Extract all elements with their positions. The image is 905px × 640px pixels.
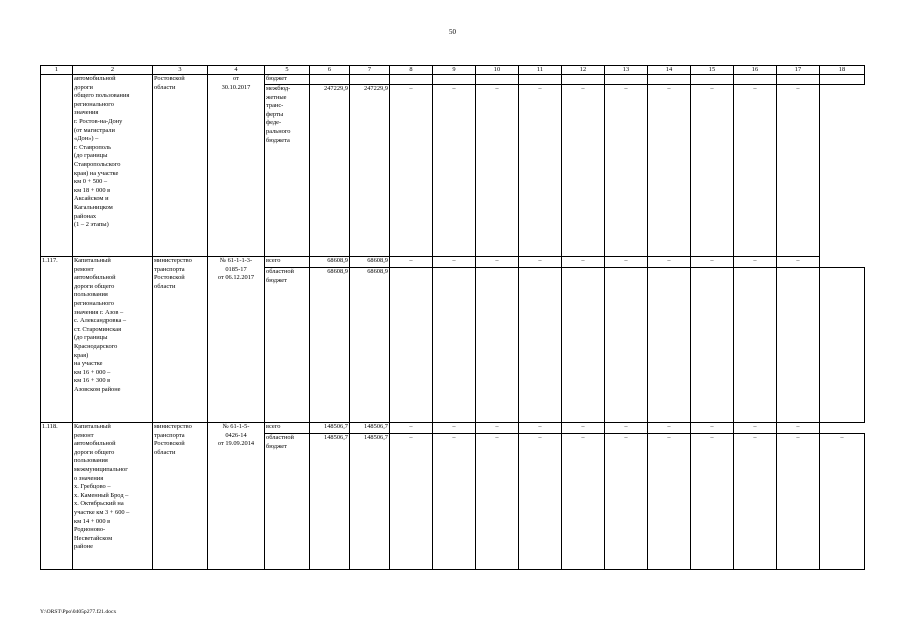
column-number: 3 (153, 66, 208, 75)
dash-cell: – (562, 423, 605, 434)
dash-cell: – (691, 257, 734, 268)
column-number: 13 (605, 66, 648, 75)
dash-cell: – (605, 434, 648, 570)
document-ref: № 61-1-1-3- 0185-17 от 06.12.2017 (208, 257, 265, 423)
object-name: Капитальный ремонт автомобильной дороги общего пользования регионального значения г. Азов – с. Александровка – ст. Староминская (до границы Краснодарского края) на участке км 16 + 000 – км 16 + 300 в Азовском районе (73, 257, 153, 423)
funding-source: всего (265, 257, 310, 268)
dash-cell: – (390, 423, 433, 434)
row-number: 1.117. (41, 257, 73, 423)
table-row (41, 423, 865, 434)
dash-cell: – (433, 257, 476, 268)
value-col6: 148506,7 (310, 423, 350, 434)
column-number: 16 (734, 66, 777, 75)
dash-cell: – (648, 257, 691, 268)
dash-cell: – (476, 85, 519, 257)
value-col7: 148506,7 (350, 434, 390, 570)
dash-cell: – (734, 423, 777, 434)
dash-cell: – (390, 434, 433, 570)
value-col6: 68608,9 (310, 268, 350, 423)
table-row (41, 257, 865, 268)
column-number: 7 (350, 66, 390, 75)
funding-source: областной бюджет (265, 268, 310, 423)
dash-cell: – (820, 434, 865, 570)
column-number: 5 (265, 66, 310, 75)
dash-cell: – (476, 434, 519, 570)
value-col6: 247229,9 (310, 85, 350, 257)
column-number-row (41, 66, 865, 75)
funding-source: областной бюджет (265, 434, 310, 570)
customer-org: Ростовской области (153, 75, 208, 257)
dash-cell: – (476, 257, 519, 268)
dash-cell: – (648, 423, 691, 434)
dash-cell: – (562, 85, 605, 257)
dash-cell: – (777, 434, 820, 570)
dash-cell: – (734, 434, 777, 570)
program-table (40, 65, 865, 570)
dash-cell: – (691, 423, 734, 434)
value-col7: 247229,9 (350, 85, 390, 257)
funding-source: межбюд- жетные транс- ферты феде- рального бюджета (265, 85, 310, 257)
dash-cell: – (519, 423, 562, 434)
value-col7: 68608,9 (350, 268, 390, 423)
file-path-footer: Y:\ORST\Ppo\0405p277.f21.docx (40, 609, 117, 615)
document-ref: от 30.10.2017 (208, 75, 265, 257)
dash-cell: – (777, 423, 820, 434)
dash-cell: – (734, 257, 777, 268)
column-number: 11 (519, 66, 562, 75)
customer-org: министерство транспорта Ростовской области (153, 423, 208, 570)
dash-cell: – (433, 85, 476, 257)
dash-cell: – (476, 423, 519, 434)
column-number: 14 (648, 66, 691, 75)
column-number: 17 (777, 66, 820, 75)
column-number: 8 (390, 66, 433, 75)
value-col6: 68608,9 (310, 257, 350, 268)
dash-cell: – (648, 85, 691, 257)
dash-cell: – (605, 257, 648, 268)
dash-cell: – (691, 434, 734, 570)
column-number: 9 (433, 66, 476, 75)
dash-cell: – (562, 257, 605, 268)
object-name: автомобильной дороги общего пользования регионального значения г. Ростов-на-Дону (от магистрали «Дон») – г. Ставрополь (до границы Ставропольского края) на участке км 0 + 500 – км 18 + 000 в Аксайском и Кагальницком районах (1 – 2 этапы) (73, 75, 153, 257)
funding-source: всего (265, 423, 310, 434)
dash-cell: – (691, 85, 734, 257)
column-number: 12 (562, 66, 605, 75)
dash-cell: – (734, 85, 777, 257)
column-number: 10 (476, 66, 519, 75)
table-row (41, 75, 865, 85)
dash-cell: – (605, 423, 648, 434)
dash-cell: – (648, 434, 691, 570)
dash-cell: – (777, 257, 820, 268)
dash-cell: – (519, 434, 562, 570)
dash-cell: – (777, 85, 820, 257)
value-col7: 148506,7 (350, 423, 390, 434)
column-number: 18 (820, 66, 865, 75)
column-number: 6 (310, 66, 350, 75)
dash-cell: – (562, 434, 605, 570)
value-col6: 148506,7 (310, 434, 350, 570)
dash-cell: – (433, 423, 476, 434)
document-ref: № 61-1-5- 0426-14 от 19.09.2014 (208, 423, 265, 570)
dash-cell: – (519, 257, 562, 268)
dash-cell: – (390, 257, 433, 268)
page-number: 50 (449, 28, 456, 36)
customer-org: министерство транспорта Ростовской области (153, 257, 208, 423)
dash-cell: – (390, 85, 433, 257)
dash-cell: – (519, 85, 562, 257)
column-number: 15 (691, 66, 734, 75)
dash-cell: – (433, 434, 476, 570)
dash-cell: – (605, 85, 648, 257)
column-number: 2 (73, 66, 153, 75)
value-col7: 68608,9 (350, 257, 390, 268)
row-number: 1.118. (41, 423, 73, 570)
funding-source: бюджет (265, 75, 310, 85)
object-name: Капитальный ремонт автомобильной дороги общего пользования межмуниципальног о значения х. Гребцово – х. Каменный Брод – х. Октябрьский на участке км 3 + 600 – км 14 + 000 в Родионово- Несветайском районе (73, 423, 153, 570)
column-number: 4 (208, 66, 265, 75)
column-number: 1 (41, 66, 73, 75)
